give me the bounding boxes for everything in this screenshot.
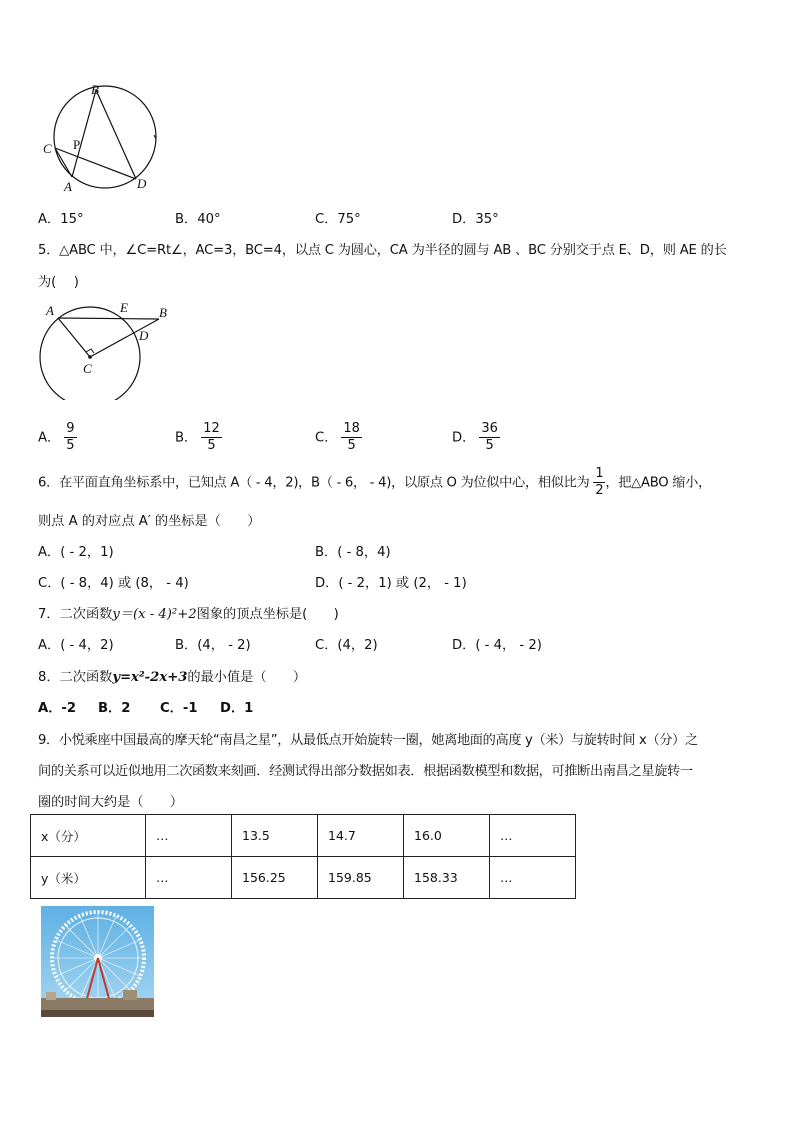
q8-option-d: D．1 [220,701,254,716]
q5-label-A: A [46,303,54,318]
photo-building [123,990,137,1000]
q5-label-E: E [120,300,128,315]
q5-option-d-numerator: 36 [481,421,498,436]
q7-formula: y＝(x - 4)²+2 [112,607,197,622]
q7-option-a: A．( - 4，2) [38,638,114,653]
q8-formula: y=x²-2x+3 [112,670,188,685]
q5-option-d: D． $\frac{36}{5}$ [452,421,498,453]
table-cell: 158.33 [404,857,490,899]
q6-question-line1: 6．在平面直角坐标系中，已知点 A（ - 4，2)，B（ - 6， - 4)，以原点 O 为位似中心，相似比为 $\frac{1}{2}$ ，把△ABO 缩小， [38,466,711,498]
q7-question: 7．二次函数y＝(x - 4)²+2图象的顶点坐标是( ) [38,607,339,622]
q4-segment-BA [72,90,96,177]
table-cell: 14.7 [318,815,404,857]
q5-option-b: B． $\frac{12}{5}$ [175,421,220,453]
photo-building [46,992,56,1000]
q5-option-a-numerator: 9 [66,421,75,436]
q4-label-A: A [64,179,72,194]
q5-segment-AB [58,318,159,319]
q4-circle-figure [38,82,168,197]
q5-center-point [88,355,92,359]
q9-question-line3: 圈的时间大约是（ ） [38,795,184,810]
table-cell: y（米） [31,857,146,899]
q5-option-b-denominator: 5 [207,438,216,453]
table-row [31,857,576,899]
ferris-wheel-photo [41,906,154,1017]
q5-option-a: A． $\frac{9}{5}$ [38,421,75,453]
q4-label-B: B [91,82,99,97]
q6-question-line2: 则点 A 的对应点 A′ 的坐标是（ ） [38,514,261,529]
q5-option-c-numerator: 18 [343,421,360,436]
q9-question-line1: 9．小悦乘座中国最高的摩天轮“南昌之星”，从最低点开始旋转一圈，她离地面的高度 y（米）与旋转时间 x（分）之 [38,733,698,748]
q5-circle [40,307,140,400]
q7-option-b: B．(4， - 2) [175,638,251,653]
q4-label-C: C [43,141,52,156]
q9-question-line2: 间的关系可以近似地用二次函数来刻画．经测试得出部分数据如表．根据函数模型和数据，可推断出南昌之星旋转一 [38,764,693,779]
q5-option-a-denominator: 5 [66,438,75,453]
q5-question-line1: 5．△ABC 中，∠C=Rt∠，AC=3，BC=4，以点 C 为圆心，CA 为半径的圆与 AB 、BC 分别交于点 E、D，则 AE 的长 [38,243,727,258]
q5-circle-figure [36,300,176,400]
q4-option-a: A．15° [38,212,84,227]
q6-option-b: B．( - 8，4) [315,545,391,560]
q5-label-B: B [159,305,167,320]
q4-label-P: P [73,137,81,152]
table-cell: … [146,857,232,899]
q6-option-c: C．( - 8，4) 或 (8， - 4) [38,576,189,591]
table-cell: … [490,815,576,857]
q4-label-D: D [137,176,147,191]
table-cell: 16.0 [404,815,490,857]
q4-option-d: D．35° [452,212,499,227]
q7-option-d: D．( - 4， - 2) [452,638,542,653]
photo-ground [41,1010,154,1017]
q6-ratio-numerator: 1 [595,466,604,481]
q7-option-c: C．(4，2) [315,638,378,653]
q4-segment-CA [55,148,72,177]
q5-right-angle-mark [86,349,94,353]
table-cell: 156.25 [232,857,318,899]
q4-option-c: C．75° [315,212,361,227]
q8-question: 8．二次函数y=x²-2x+3的最小值是（ ） [38,670,307,685]
q6-option-a: A．( - 2，1) [38,545,114,560]
q6-ratio-denominator: 2 [595,483,604,498]
table-cell: … [146,815,232,857]
q5-question-line2: 为( ) [38,275,79,290]
table-cell: 13.5 [232,815,318,857]
q5-option-c: C． $\frac{18}{5}$ [315,421,360,453]
q5-segment-AC [58,318,90,357]
q4-option-b: B．40° [175,212,221,227]
q5-option-d-denominator: 5 [485,438,494,453]
q8-option-c: C．-1 [160,701,198,716]
table-row [31,815,576,857]
q5-label-C: C [83,361,92,376]
table-cell: 159.85 [318,857,404,899]
q5-segment-CB [90,319,159,357]
q5-option-c-denominator: 5 [347,438,356,453]
q5-option-b-numerator: 12 [203,421,220,436]
q8-option-a: A．-2 [38,701,77,716]
q8-option-b: B．2 [98,701,131,716]
q5-label-D: D [139,328,149,343]
table-cell: … [490,857,576,899]
table-cell: x（分） [31,815,146,857]
q9-data-table [30,814,576,899]
q6-option-d: D．( - 2，1) 或 (2， - 1) [315,576,467,591]
